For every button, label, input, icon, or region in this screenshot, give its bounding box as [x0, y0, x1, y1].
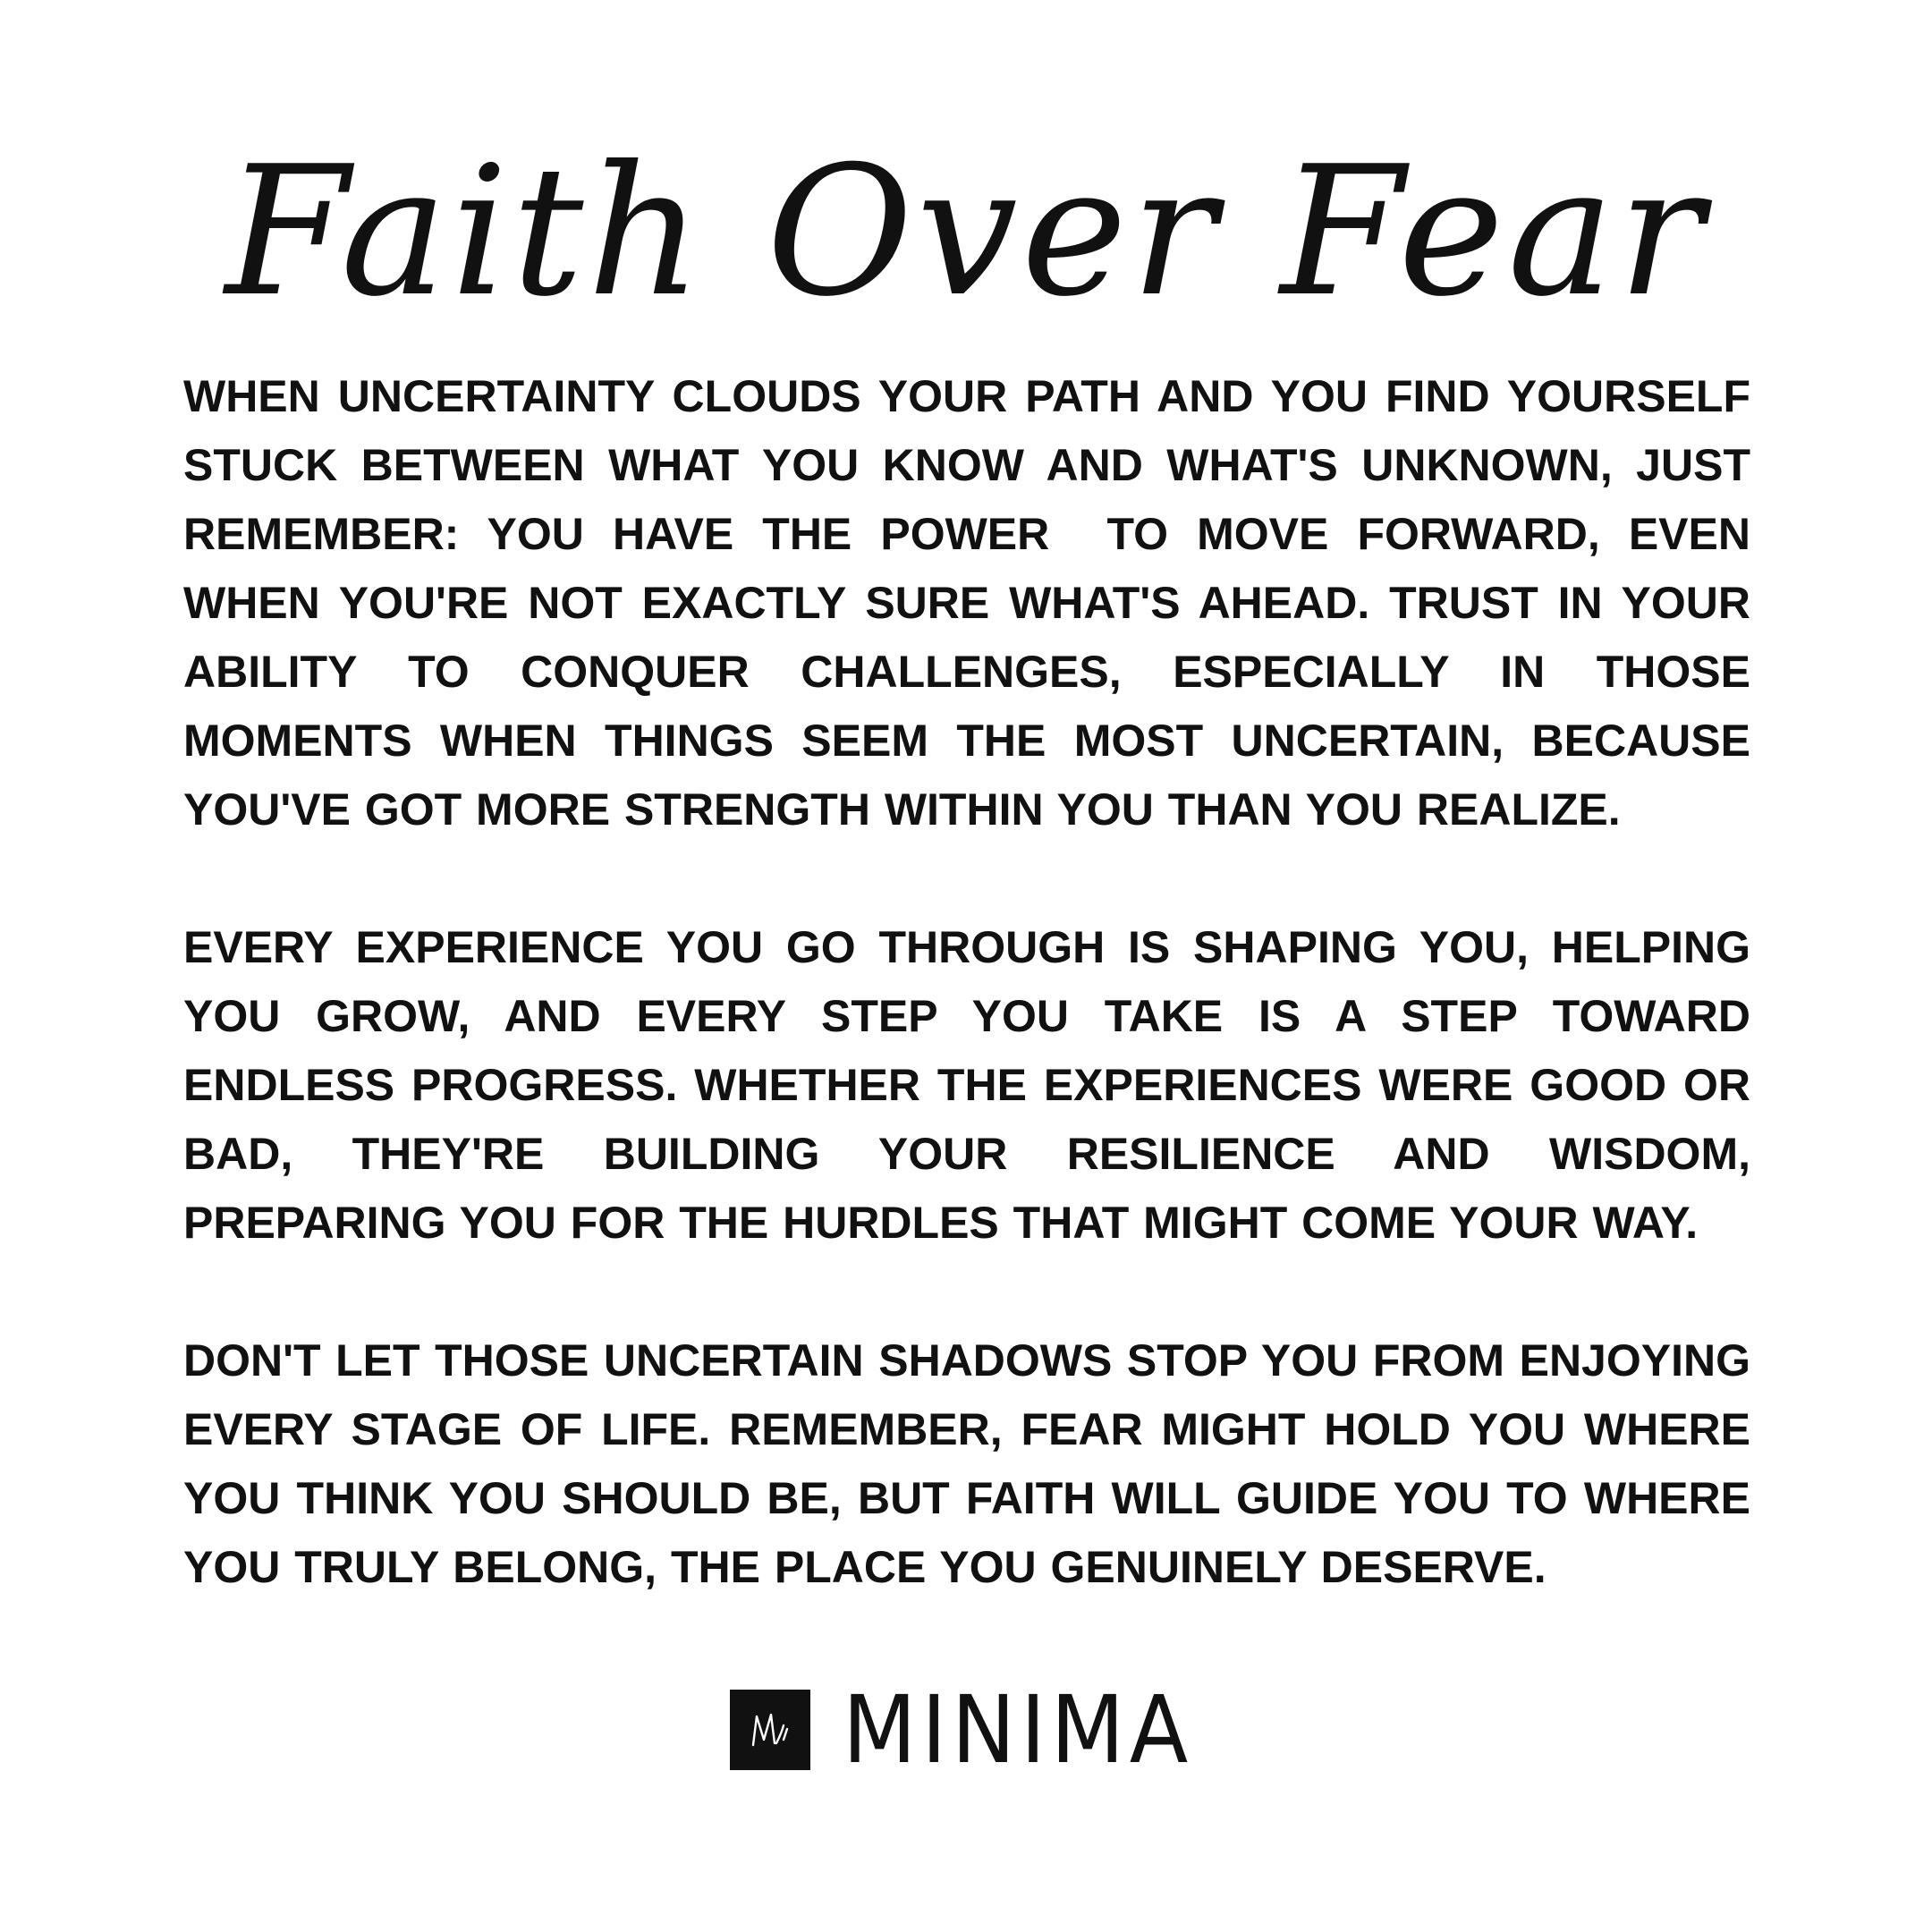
paragraph-2: EVERY EXPERIENCE YOU GO THROUGH IS SHAPING YOU, HELPING YOU GROW, AND EVERY STEP YOU TAKE IS A STEP TOWARD ENDLESS PROGRESS. WHETHER THE EXPERIENCES WERE GOOD OR BAD, THEY'RE BUILDING YOUR RESILIENCE AND WISDOM, PREPARING YOU FOR THE HURDLES THAT MIGHT COME YOUR WAY. [183, 922, 1765, 1248]
minima-monogram-icon [730, 1690, 810, 1770]
paragraph-1: WHEN UNCERTAINTY CLOUDS YOUR PATH AND YOU FIND YOURSELF STUCK BETWEEN WHAT YOU KNOW AND WHAT'S UNKNOWN, JUST REMEMBER: YOU HAVE THE POWER TO MOVE FORWARD, EVEN WHEN YOU'RE NOT EXACTLY SURE WHAT'S AHEAD. TRUST IN YOUR ABILITY TO CONQUER CHALLENGES, ESPECIALLY IN THOSE MOMENTS WHEN THINGS SEEM THE MOST UNCERTAIN, BECAUSE YOU'VE GOT MORE STRENGTH WITHIN YOU THAN YOU REALIZE. [183, 371, 1765, 835]
page-title: Faith Over Fear [225, 128, 1707, 336]
paragraph-3: DON'T LET THOSE UNCERTAIN SHADOWS STOP YOU FROM ENJOYING EVERY STAGE OF LIFE. REMEMBER, FEAR MIGHT HOLD YOU WHERE YOU THINK YOU SHOULD BE, BUT FAITH WILL GUIDE YOU TO WHERE YOU TRULY BELONG, THE PLACE YOU GENUINELY DESERVE. [183, 1335, 1765, 1592]
brand-logo [730, 1675, 1224, 1784]
quote-body [183, 362, 1765, 1602]
brand-name: MINIMA [843, 1675, 1193, 1784]
